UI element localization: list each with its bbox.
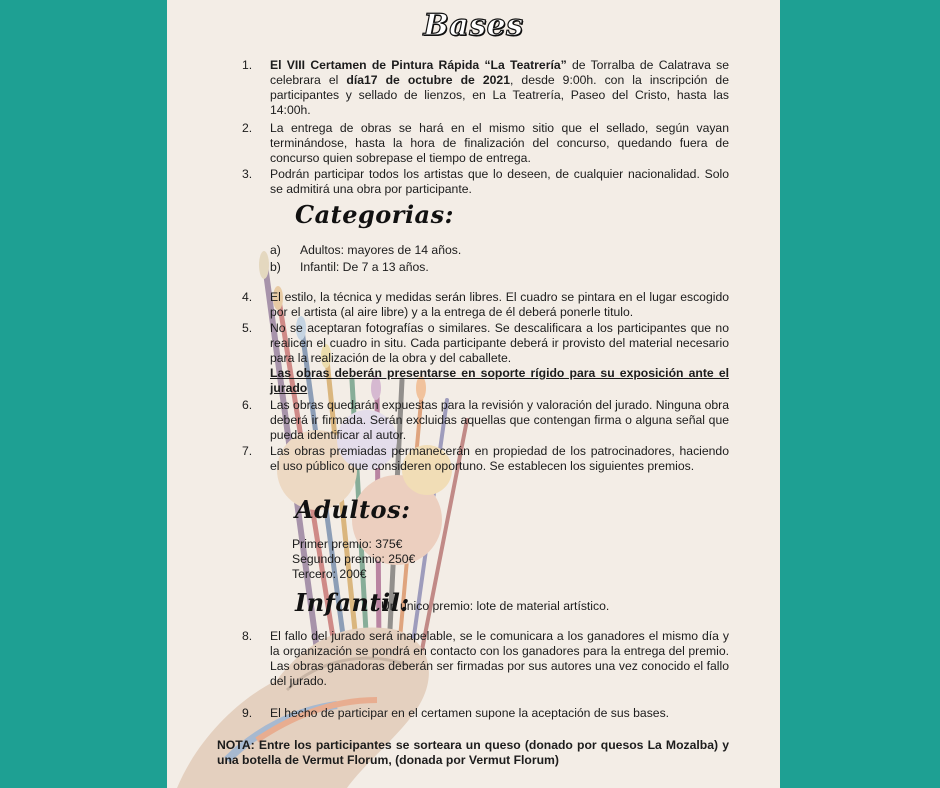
rule-text-part: El VIII Certamen de Pintura Rápida “La Teatrería” [270, 58, 567, 72]
nota-text: NOTA: Entre los participantes se sorteara un queso (donado por quesos La Mozalba) y una botella de Vermut Florum, (donada por Vermut Florum) [217, 738, 729, 767]
rule-item-6 [242, 398, 729, 443]
prize-second: Segundo premio: 250€ [292, 552, 416, 566]
rule-number: 4. [242, 290, 253, 304]
rule-item-7 [242, 444, 729, 474]
rule-number: 3. [242, 167, 253, 181]
rule-text: El estilo, la técnica y medidas serán libres. El cuadro se pintara en el lugar escogido por el artista (al aire libre) y a la entrega de él deberá ponerle titulo. [270, 290, 729, 319]
categorias-heading: Categorias: [295, 200, 454, 229]
category-item-a [270, 243, 462, 258]
adultos-heading: Adultos: [295, 495, 411, 524]
bases-document [167, 0, 780, 788]
rule-number: 7. [242, 444, 253, 458]
rule-text: El fallo del jurado será inapelable, se le comunicara a los ganadores el mismo día y la organización se pondrá en contacto con los ganadores para la entrega del premio. Las obras ganadoras deberán ser firmadas por sus autores una vez conocido el fallo del jurado. [270, 629, 729, 688]
rule-text: Podrán participar todos los artistas que lo deseen, de cualquier nacionalidad. Solo se admitirá una obra por participante. [270, 167, 729, 196]
rule-item-4 [242, 290, 729, 320]
rule-number: 6. [242, 398, 253, 412]
rule-number: 5. [242, 321, 253, 335]
rule-underlined-note: Las obras deberán presentarse en soporte rígido para su exposición ante el jurado [270, 366, 729, 395]
category-text: Infantil: De 7 a 13 años. [300, 260, 429, 274]
rule-text: No se aceptaran fotografías o similares. Se descalificara a los participantes que no realicen el cuadro in situ. Cada participante deberá ir provisto del material necesario para la realización de la obra y del caballete. [270, 321, 729, 365]
rule-number: 2. [242, 121, 253, 135]
rule-text: Las obras quedarán expuestas para la revisión y valoración del jurado. Ninguna obra deberá ir firmada. Serán excluidas aquellas que contengan firma o alguna señal que pueda identificar al autor. [270, 398, 729, 442]
infantil-prize-text: Un único premio: lote de material artístico. [381, 599, 610, 613]
rule-item-3 [242, 167, 729, 197]
rule-text-part: de Torralba de Calatrava se celebrara el [270, 58, 729, 87]
rule-number: 8. [242, 629, 253, 643]
poster-page [167, 0, 780, 788]
rule-item-2 [242, 121, 729, 166]
rule-text: Las obras premiadas permanecerán en propiedad de los patrocinadores, haciendo el uso público que consideren oportuno. Se establecen los siguientes premios. [270, 444, 729, 473]
category-letter: a) [270, 243, 281, 257]
rule-text-part: día17 de octubre de 2021 [346, 73, 510, 87]
category-letter: b) [270, 260, 281, 274]
rule-item-9 [242, 706, 729, 721]
rule-text: La entrega de obras se hará en el mismo sitio que el sellado, según vayan terminándose, hasta la hora de finalización del concurso, quedando fuera de concurso quien sobrepase el tiempo de entrega. [270, 121, 729, 165]
rule-text: El hecho de participar en el certamen supone la aceptación de sus bases. [270, 706, 670, 720]
rule-item-5 [242, 321, 729, 396]
rule-number: 9. [242, 706, 253, 720]
prize-third: Tercero: 200€ [292, 567, 367, 581]
rule-number: 1. [242, 58, 253, 72]
prize-first: Primer premio: 375€ [292, 537, 403, 551]
rule-item-1 [242, 58, 729, 118]
infantil-heading: Infantil: [295, 588, 410, 617]
category-item-b [270, 260, 429, 275]
page-title: Bases [423, 8, 524, 43]
rule-text-part: , desde 9:00h. con la inscripción de participantes y sellado de lienzos, en La Teatrería, Paseo del Cristo, hasta las 14:00h. [270, 73, 729, 117]
rule-item-8 [242, 629, 729, 689]
category-text: Adultos: mayores de 14 años. [300, 243, 462, 257]
